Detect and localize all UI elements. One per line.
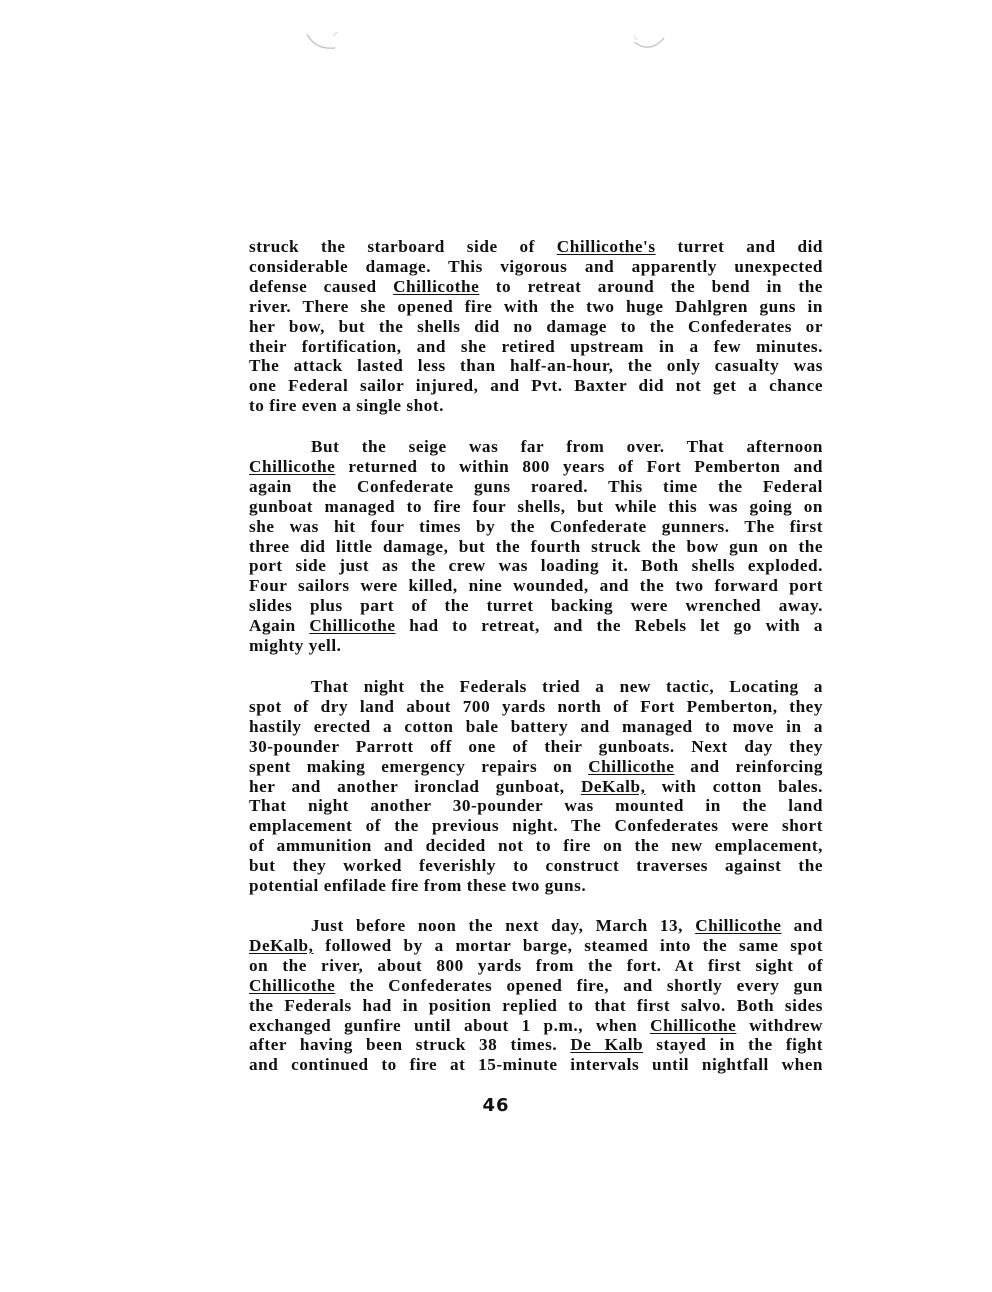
scan-hole-mark-right (632, 30, 666, 52)
text-line: Again Chillicothe had to retreat, and the Rebels let go with a (249, 616, 824, 636)
text-line: after having been struck 38 times. De Kalb stayed in the fight (249, 1035, 823, 1055)
ship-name-chillicothe: Chillicothe (650, 1015, 737, 1035)
text-line: considerable damage. This vigorous and apparently unexpected (249, 256, 823, 276)
text-line: the Federals had in position replied to that first salvo. Both sides (249, 995, 823, 1015)
text-line: their fortification, and she retired upstream in a few minutes. (249, 336, 823, 356)
text-line: her and another ironclad gunboat, DeKalb, with cotton bales. (249, 776, 823, 796)
text-line: of ammunition and decided not to fire on the new emplacement, (249, 836, 823, 856)
text-line: spot of dry land about 700 yards north of Fort Pemberton, they (249, 696, 823, 716)
text-line: potential enfilade fire from these two guns. (249, 876, 587, 896)
text-line: The attack lasted less than half-an-hour, the only casualty was (249, 356, 823, 376)
text-line: slides plus part of the turret backing were wrenched away. (249, 596, 823, 616)
text-line: mighty yell. (249, 636, 342, 656)
text-line: her bow, but the shells did no damage to the Confederates or (249, 316, 823, 336)
text-line: on the river, about 800 yards from the fort. At first sight of (249, 955, 823, 975)
text-line: Four sailors were killed, nine wounded, and the two forward port (249, 576, 823, 596)
ship-name-de-kalb: De Kalb (570, 1035, 644, 1055)
text-line: defense caused Chillicothe to retreat around the bend in the (249, 276, 823, 296)
text-line: struck the starboard side of Chillicothe's turret and did (249, 237, 823, 256)
text-line: gunboat managed to fire four shells, but while this was going on (249, 496, 823, 516)
ship-name-chillicothe: Chillicothe (309, 616, 396, 636)
text-line: again the Confederate guns roared. This time the Federal (249, 476, 823, 496)
paragraph-3 (249, 677, 823, 896)
text-line: port side just as the crew was loading it. Both shells exploded. (249, 556, 823, 576)
text-line: emplacement of the previous night. The Confederates were short (249, 816, 823, 836)
paragraph-1 (249, 237, 823, 416)
text-line: exchanged gunfire until about 1 p.m., when Chillicothe withdrew (249, 1015, 823, 1035)
text-line: one Federal sailor injured, and Pvt. Baxter did not get a chance (249, 376, 823, 396)
text-line: But the seige was far from over. That afternoon (311, 437, 823, 456)
ship-name-chillicothe: Chillicothe's (556, 237, 656, 256)
text-line: but they worked feverishly to construct traverses against the (249, 856, 823, 876)
ship-name-chillicothe: Chillicothe (249, 456, 336, 476)
text-line: Just before noon the next day, March 13, Chillicothe and (311, 916, 823, 935)
text-line: DeKalb, followed by a mortar barge, steamed into the same spot (249, 935, 823, 955)
ship-name-chillicothe: Chillicothe (695, 916, 782, 935)
text-line: Chillicothe returned to within 800 years of Fort Pemberton and (249, 456, 823, 476)
ship-name-dekalb: DeKalb, (580, 776, 646, 796)
scan-hole-mark-left (305, 30, 339, 52)
text-line: That night the Federals tried a new tactic, Locating a (311, 677, 823, 696)
ship-name-chillicothe: Chillicothe (588, 756, 675, 776)
text-line: three did little damage, but the fourth struck the bow gun on the (249, 536, 823, 556)
ship-name-chillicothe: Chillicothe (393, 276, 480, 296)
ship-name-dekalb: DeKalb, (249, 935, 314, 955)
page-number: 46 (482, 1095, 510, 1116)
text-line: and continued to fire at 15-minute intervals until nightfall when (249, 1055, 823, 1075)
text-line: she was hit four times by the Confederate gunners. The first (249, 516, 823, 536)
ship-name-chillicothe: Chillicothe (249, 975, 336, 995)
text-line: to fire even a single shot. (249, 396, 444, 416)
text-line: Chillicothe the Confederates opened fire, and shortly every gun (249, 975, 823, 995)
paragraph-4 (249, 916, 823, 1075)
text-line: hastily erected a cotton bale battery and managed to move in a (249, 716, 823, 736)
paragraph-2 (249, 437, 823, 656)
text-line: spent making emergency repairs on Chillicothe and reinforcing (249, 756, 824, 776)
text-line: 30-pounder Parrott off one of their gunboats. Next day they (249, 736, 823, 756)
text-line: river. There she opened fire with the two huge Dahlgren guns in (249, 296, 823, 316)
text-line: That night another 30-pounder was mounted in the land (249, 796, 823, 816)
